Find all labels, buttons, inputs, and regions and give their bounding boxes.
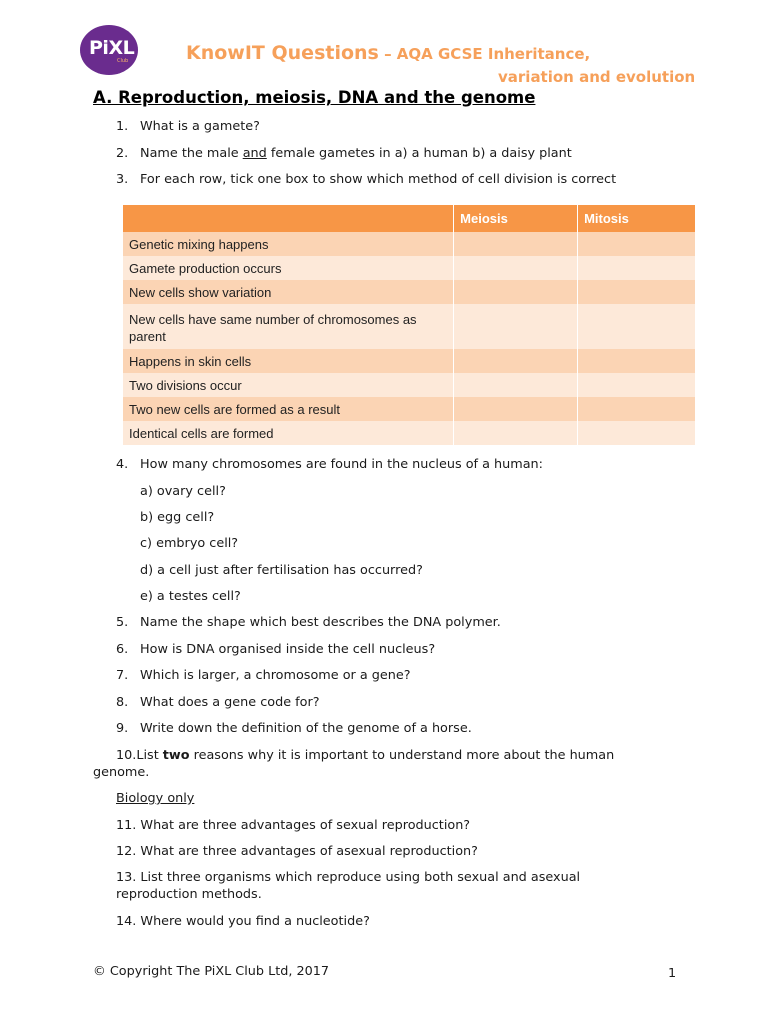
- biology-only-label: [116, 790, 194, 807]
- question-text: Which is larger, a chromosome or a gene?: [140, 668, 411, 683]
- question-12: 12. What are three advantages of asexual reproduction?: [116, 844, 478, 859]
- row-label: New cells show variation: [123, 280, 454, 304]
- question-text: Name the male: [140, 146, 243, 161]
- question-text: How is DNA organised inside the cell nucleus?: [140, 642, 436, 657]
- underlined-word: and: [242, 146, 267, 161]
- pixl-logo: [80, 25, 138, 75]
- question-number: 3.: [116, 172, 129, 187]
- row-label: New cells have same number of chromosomes as parent: [123, 304, 454, 349]
- logo-subtext: Club: [117, 58, 129, 64]
- question-9: [116, 720, 472, 737]
- table-row: [123, 256, 696, 280]
- meiosis-tick-box[interactable]: [454, 397, 578, 421]
- question-text: For each row, tick one box to show which method of cell division is correct: [140, 172, 617, 187]
- question-number: 5.: [116, 615, 129, 630]
- table-header-mitosis: Mitosis: [578, 205, 696, 232]
- table-row: [123, 349, 696, 373]
- question-number: 7.: [116, 668, 129, 683]
- question-4e: e) a testes cell?: [140, 589, 241, 604]
- mitosis-tick-box[interactable]: [578, 397, 696, 421]
- page-number: 1: [668, 966, 677, 981]
- underlined-heading: Biology only: [116, 791, 195, 806]
- question-text: Name the shape which best describes the DNA polymer.: [140, 615, 501, 630]
- table-row: [123, 421, 696, 445]
- meiosis-tick-box[interactable]: [454, 421, 578, 445]
- question-text: What does a gene code for?: [140, 695, 320, 710]
- mitosis-tick-box[interactable]: [578, 349, 696, 373]
- question-5: [116, 614, 501, 631]
- row-label: Two divisions occur: [123, 373, 454, 397]
- row-label: Two new cells are formed as a result: [123, 397, 454, 421]
- question-number: 6.: [116, 642, 129, 657]
- question-7: [116, 667, 411, 684]
- mitosis-tick-box[interactable]: [578, 373, 696, 397]
- question-text: 10.List: [116, 748, 163, 763]
- question-text: What is a gamete?: [140, 119, 260, 134]
- table-row: [123, 280, 696, 304]
- section-heading: A. Reproduction, meiosis, DNA and the genome: [93, 88, 536, 107]
- question-14: 14. Where would you find a nucleotide?: [116, 914, 370, 929]
- question-11: 11. What are three advantages of sexual reproduction?: [116, 818, 471, 833]
- row-label: Genetic mixing happens: [123, 232, 454, 256]
- question-number: 1.: [116, 119, 129, 134]
- mitosis-tick-box[interactable]: [578, 421, 696, 445]
- question-number: 2.: [116, 146, 129, 161]
- question-1: [116, 118, 260, 135]
- row-label: Happens in skin cells: [123, 349, 454, 373]
- page-title: [186, 42, 590, 64]
- row-label: Gamete production occurs: [123, 256, 454, 280]
- question-text: female gametes in a) a human b) a daisy plant: [266, 146, 572, 161]
- table-row: [123, 304, 696, 349]
- table-header-meiosis: Meiosis: [454, 205, 578, 232]
- question-text: Write down the definition of the genome of a horse.: [140, 721, 472, 736]
- question-4d: d) a cell just after fertilisation has occurred?: [140, 563, 423, 578]
- question-3: [116, 171, 616, 188]
- question-number: 4.: [116, 457, 129, 472]
- question-10: [116, 747, 614, 764]
- meiosis-tick-box[interactable]: [454, 232, 578, 256]
- meiosis-tick-box[interactable]: [454, 349, 578, 373]
- meiosis-tick-box[interactable]: [454, 373, 578, 397]
- question-4: [116, 456, 543, 473]
- table-header-blank: [123, 205, 454, 232]
- question-number: 9.: [116, 721, 129, 736]
- mitosis-tick-box[interactable]: [578, 304, 696, 349]
- question-13: 13. List three organisms which reproduce using both sexual and asexual: [116, 870, 581, 885]
- table-row: [123, 232, 696, 256]
- question-2: [116, 145, 572, 162]
- cell-division-table: [123, 205, 696, 445]
- meiosis-tick-box[interactable]: [454, 304, 578, 349]
- question-4a: a) ovary cell?: [140, 484, 226, 499]
- meiosis-tick-box[interactable]: [454, 256, 578, 280]
- question-text: reasons why it is important to understand more about the human: [189, 748, 615, 763]
- question-10-continued: genome.: [93, 765, 150, 780]
- title-subject-line2: variation and evolution: [498, 68, 696, 86]
- title-subject: – AQA GCSE Inheritance,: [378, 45, 591, 63]
- bold-word: two: [162, 748, 190, 763]
- mitosis-tick-box[interactable]: [578, 232, 696, 256]
- row-label: Identical cells are formed: [123, 421, 454, 445]
- table-row: [123, 397, 696, 421]
- table-row: [123, 373, 696, 397]
- question-4c: c) embryo cell?: [140, 536, 239, 551]
- question-6: [116, 641, 435, 658]
- mitosis-tick-box[interactable]: [578, 280, 696, 304]
- title-main: KnowIT Questions: [186, 42, 379, 64]
- question-8: [116, 694, 320, 711]
- mitosis-tick-box[interactable]: [578, 256, 696, 280]
- question-number: 8.: [116, 695, 129, 710]
- logo-text: PiXL: [89, 37, 135, 59]
- question-4b: b) egg cell?: [140, 510, 215, 525]
- question-text: How many chromosomes are found in the nucleus of a human:: [140, 457, 543, 472]
- meiosis-tick-box[interactable]: [454, 280, 578, 304]
- question-13-continued: reproduction methods.: [116, 887, 262, 902]
- copyright-footer: © Copyright The PiXL Club Ltd, 2017: [93, 964, 330, 979]
